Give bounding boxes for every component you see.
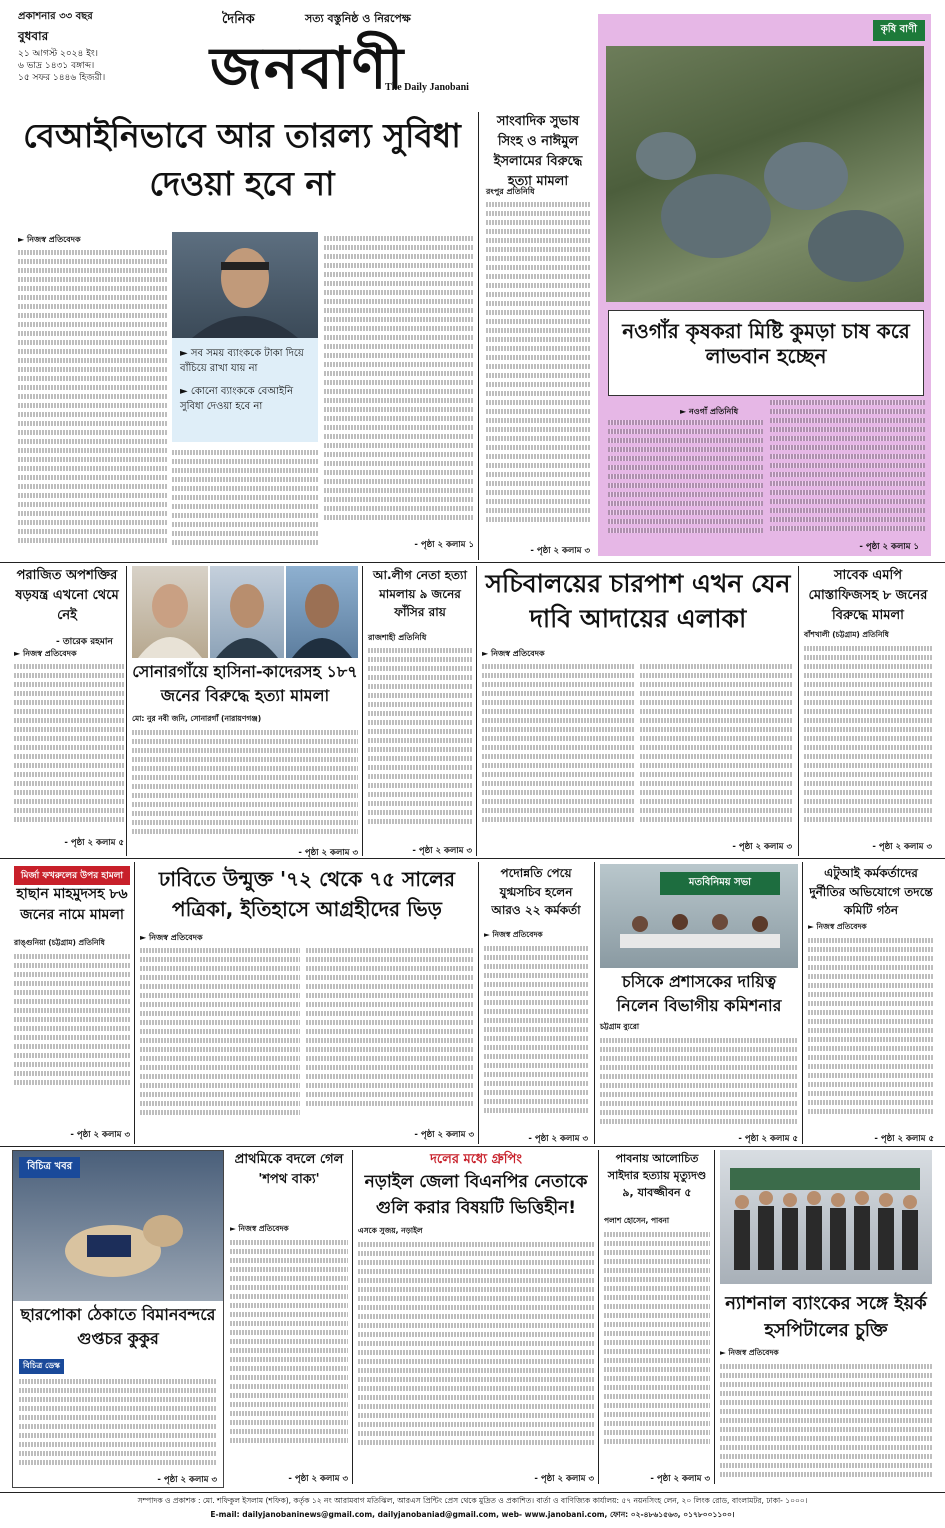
padonnoti-body: [484, 942, 588, 1132]
shopoth-byline: ► নিজস্ব প্রতিবেদক: [230, 1224, 289, 1233]
shopoth-headline: প্রাথমিকে বদলে গেল 'শপথ বাক্য': [234, 1152, 344, 1188]
hasina-headline: সোনারগাঁয়ে হাসিনা-কাদেরসহ ১৮৭ জনের বিরুদ্ধে হত্যা মামলা: [132, 662, 358, 705]
english-name: The Daily Janobani: [385, 82, 469, 93]
etuai-cont: - পৃষ্ঠা ২ কলাম ৫: [874, 1134, 934, 1144]
bichitra-tag: বিচিত্র খবর: [19, 1157, 80, 1178]
hasan-headline: হাছান মাহমুদসহ ৮৬ জনের নামে মামলা: [16, 886, 128, 923]
dog-photo: [13, 1151, 223, 1301]
hasan-byline: রাঙ্গুনিয়া (চট্টগ্রাম) প্রতিনিধি: [14, 938, 105, 947]
third-person-photo: [286, 566, 358, 658]
pabna-cont: - পৃষ্ঠা ২ কলাম ৩: [650, 1474, 710, 1484]
mp-byline: বাঁশখালী (চট্টগ্রাম) প্রতিনিধি: [804, 630, 889, 639]
narail-headline: নড়াইল জেলা বিএনপির নেতাকে গুলি করার বিষয়টি ভিত্তিহীন!: [364, 1172, 588, 1218]
meeting-photo: [600, 864, 798, 968]
hasina-byline: মো: নুর নবী জনি, সোনারগাঁ (নারায়ণগঞ্জ): [132, 714, 262, 723]
nbl-body: [720, 1360, 932, 1484]
shopoth-body: [230, 1236, 348, 1464]
subhash-cont: - পৃষ্ঠা ২ কলাম ৩: [530, 546, 590, 556]
poraijit-headline: পরাজিত অপশক্তির ষড়যন্ত্র এখনো থেমে নেই: [15, 568, 119, 624]
sochib-body-2: [640, 660, 792, 838]
mp-cont: - পৃষ্ঠা ২ কলাম ৩: [872, 842, 932, 852]
poraijit-byline: ► নিজস্ব প্রতিবেদক: [14, 649, 77, 658]
padonnoti-byline: ► নিজস্ব প্রতিবেদক: [484, 930, 543, 939]
dhaka-body-2: [306, 944, 474, 1124]
nbl-byline: ► নিজস্ব প্রতিবেদক: [720, 1348, 779, 1357]
narail-kicker: দলের মধ্যে গ্রুপিং: [430, 1152, 522, 1167]
sochib-cont: - পৃষ্ঠা ২ কলাম ৩: [732, 842, 792, 852]
date-bn: ৬ ভাদ্র ১৪৩১ বঙ্গাব্দ।: [18, 61, 95, 71]
lead-cont: - পৃষ্ঠা ২ কলাম ১: [414, 540, 474, 550]
narail-byline: এসকে সুজয়, নড়াইল: [358, 1226, 423, 1235]
date-hijri: ১৫ সফর ১৪৪৬ হিজরী।: [18, 73, 106, 83]
hasina-body: [132, 726, 358, 844]
poraijit-sub: - তারেক রহমান: [56, 637, 113, 647]
shopoth-cont: - পৃষ্ঠা ২ কলাম ৩: [288, 1474, 348, 1484]
mp-body: [804, 642, 932, 838]
etuai-body: [808, 934, 934, 1130]
poraijit-cont: - পৃষ্ঠা ২ কলাম ৫: [64, 838, 124, 848]
lead-headline: বেআইনিভাবে আর তারল্য সুবিধা দেওয়া হবে না: [23, 116, 461, 203]
footer-line-1: সম্পাদক ও প্রকাশক : মো. শফিকুল ইসলাম (শফিক), কর্তৃক ১২ নং আরামবাগ মতিঝিল, আরএস প্রিন্টিং প্রেস থেকে মুদ্রিত ও প্রকাশিত। বার্তা ও বাণিজ্যিক কার্যালয়: ৫৭ নয়নসিংহ লেন, ২০ লিংক রোড, বাংলামটর, ঢাকা- ১০০০।: [137, 1496, 808, 1505]
krishi-cont: - পৃষ্ঠা ২ কলাম ১: [859, 542, 919, 552]
bichitra-headline: ছারপোকা ঠেকাতে বিমানবন্দরে গুপ্তচর কুকুর: [20, 1305, 216, 1348]
krishi-byline: ► নওগাঁ প্রতিনিধি: [680, 407, 739, 416]
dhaka-headline: ঢাবিতে উন্মুক্ত '৭২ থেকে ৭৫ সালের পত্রিকা, ইতিহাসে আগ্রহীদের ভিড়: [158, 867, 456, 921]
alig-headline: আ.লীগ নেতা হত্যা মামলায় ৯ জনের ফাঁসির রায়: [373, 568, 467, 620]
cchc-cont: - পৃষ্ঠা ২ কলাম ৫: [738, 1134, 798, 1144]
krishi-body-2: [770, 396, 925, 536]
dhaka-byline: ► নিজস্ব প্রতিবেদক: [140, 933, 203, 942]
pabna-body: [604, 1228, 710, 1464]
alig-body: [368, 644, 472, 840]
dainik-label: দৈনিক: [222, 12, 255, 27]
governor-photo: [172, 232, 318, 338]
lead-quote-box: [172, 338, 318, 442]
hasan-body: [14, 950, 130, 1098]
narail-body: [358, 1238, 594, 1464]
padonnoti-cont: - পৃষ্ঠা ২ কলাম ৩: [528, 1134, 588, 1144]
padonnoti-headline: পদোন্নতি পেয়ে যুগ্মসচিব হলেন আরও ২২ কর্মকর্তা: [491, 866, 581, 918]
hasina-photo: [132, 566, 208, 658]
logo: জনবাণী: [210, 34, 406, 102]
hasina-cont: - পৃষ্ঠা ২ কলাম ৩: [298, 848, 358, 858]
sochib-byline: ► নিজস্ব প্রতিবেদক: [482, 649, 545, 658]
krishi-headline: নওগাঁর কৃষকরা মিষ্টি কুমড়া চাষ করে লাভবান হচ্ছেন: [622, 319, 910, 368]
date-en: ২১ আগস্ট ২০২৪ ইং।: [18, 49, 99, 59]
pumpkin-illustration: [606, 46, 924, 302]
bichitra-byline: বিচিত্র ডেস্ক: [19, 1359, 64, 1374]
lead-body-col3: [324, 232, 474, 532]
pabna-headline: পাবনায় আলোচিত সাইদার হত্যায় মৃত্যুদণ্ড ৯, যাবজ্জীবন ৫: [607, 1152, 707, 1200]
dhaka-cont: - পৃষ্ঠা ২ কলাম ৩: [414, 1130, 474, 1140]
subhash-body: [486, 198, 590, 536]
cchc-body: [600, 1034, 798, 1130]
narail-cont: - পৃষ্ঠা ২ কলাম ৩: [534, 1474, 594, 1484]
bichitra-cont: - পৃষ্ঠা ২ কলাম ৩: [157, 1475, 217, 1485]
bichitra-body: [19, 1375, 217, 1471]
dhaka-body-1: [140, 944, 300, 1134]
pumpkin-photo: [606, 46, 924, 302]
mp-headline: সাবেক এমপি মোস্তাফিজসহ ৮ জনের বিরুদ্ধে মামলা: [808, 568, 928, 624]
sochib-headline: সচিবালয়ের চারপাশ এখন যেন দাবি আদায়ের এলাকা: [485, 569, 791, 633]
cchc-headline: চসিকে প্রশাসকের দায়িত্ব নিলেন বিভাগীয় কমিশনার: [616, 972, 782, 1015]
lead-quote-1: ► সব সময় ব্যাংককে টাকা দিয়ে বাঁচিয়ে রাখা যায় না: [180, 348, 304, 374]
footer-line-2: E-mail: dailyjanobaninews@gmail.com, dailyjanobaniad@gmail.com, web- www.janobani.com, ফোন: ০২-৪৮৬১৫৬৩, ০১৭৮০০১১০০।: [210, 1510, 735, 1519]
lead-body-col2: [172, 446, 318, 548]
krishi-headline-box: [608, 310, 924, 396]
kader-photo: [210, 566, 284, 658]
krishi-section: [598, 14, 931, 556]
lead-quote-2: ► কোনো ব্যাংককে বেআইনি সুবিধা দেওয়া হবে না: [180, 386, 294, 412]
bichitra-box: [12, 1150, 224, 1488]
weekday: বুধবার: [18, 29, 49, 43]
nbl-photo: [720, 1150, 932, 1284]
lead-byline: ► নিজস্ব প্রতিবেদক: [18, 235, 81, 244]
etuai-headline: এটুআই কর্মকর্তাদের দুর্নীতির অভিযোগে তদন্তে কমিটি গঠন: [809, 866, 933, 918]
publication-years: প্রকাশনার ৩৩ বছর: [18, 11, 93, 22]
tagline: সত্য বস্তুনিষ্ঠ ও নিরপেক্ষ: [305, 12, 411, 25]
meeting-banner: মতবিনিময় সভা: [660, 872, 780, 895]
cchc-byline: চট্টগ্রাম ব্যুরো: [600, 1022, 640, 1031]
pabna-byline: পলাশ হোসেন, পাবনা: [604, 1216, 670, 1225]
hasan-kicker: মির্জা ফখরুলের উপর হামলা: [14, 866, 130, 885]
portrait-illustration: [172, 232, 318, 338]
krishi-body: [608, 416, 763, 536]
subhash-headline: সাংবাদিক সুভাষ সিংহ ও নাঈমুল ইসলামের বিরুদ্ধে হত্যা মামলা: [493, 114, 583, 190]
etuai-byline: ► নিজস্ব প্রতিবেদক: [808, 922, 867, 931]
alig-cont: - পৃষ্ঠা ২ কলাম ৩: [412, 846, 472, 856]
subhash-byline: রংপুর প্রতিনিধি: [486, 187, 535, 196]
hasan-cont: - পৃষ্ঠা ২ কলাম ৩: [70, 1130, 130, 1140]
poraijit-body: [14, 660, 124, 832]
signing-illustration: [720, 1150, 932, 1284]
sochib-body-1: [482, 660, 634, 838]
nbl-headline: ন্যাশনাল ব্যাংকের সঙ্গে ইয়র্ক হসপিটালের চুক্তি: [725, 1293, 927, 1341]
alig-byline: রাজশাহী প্রতিনিধি: [368, 633, 427, 642]
krishi-tag: কৃষি বাণী: [873, 20, 925, 41]
lead-body-col1: [18, 246, 168, 548]
